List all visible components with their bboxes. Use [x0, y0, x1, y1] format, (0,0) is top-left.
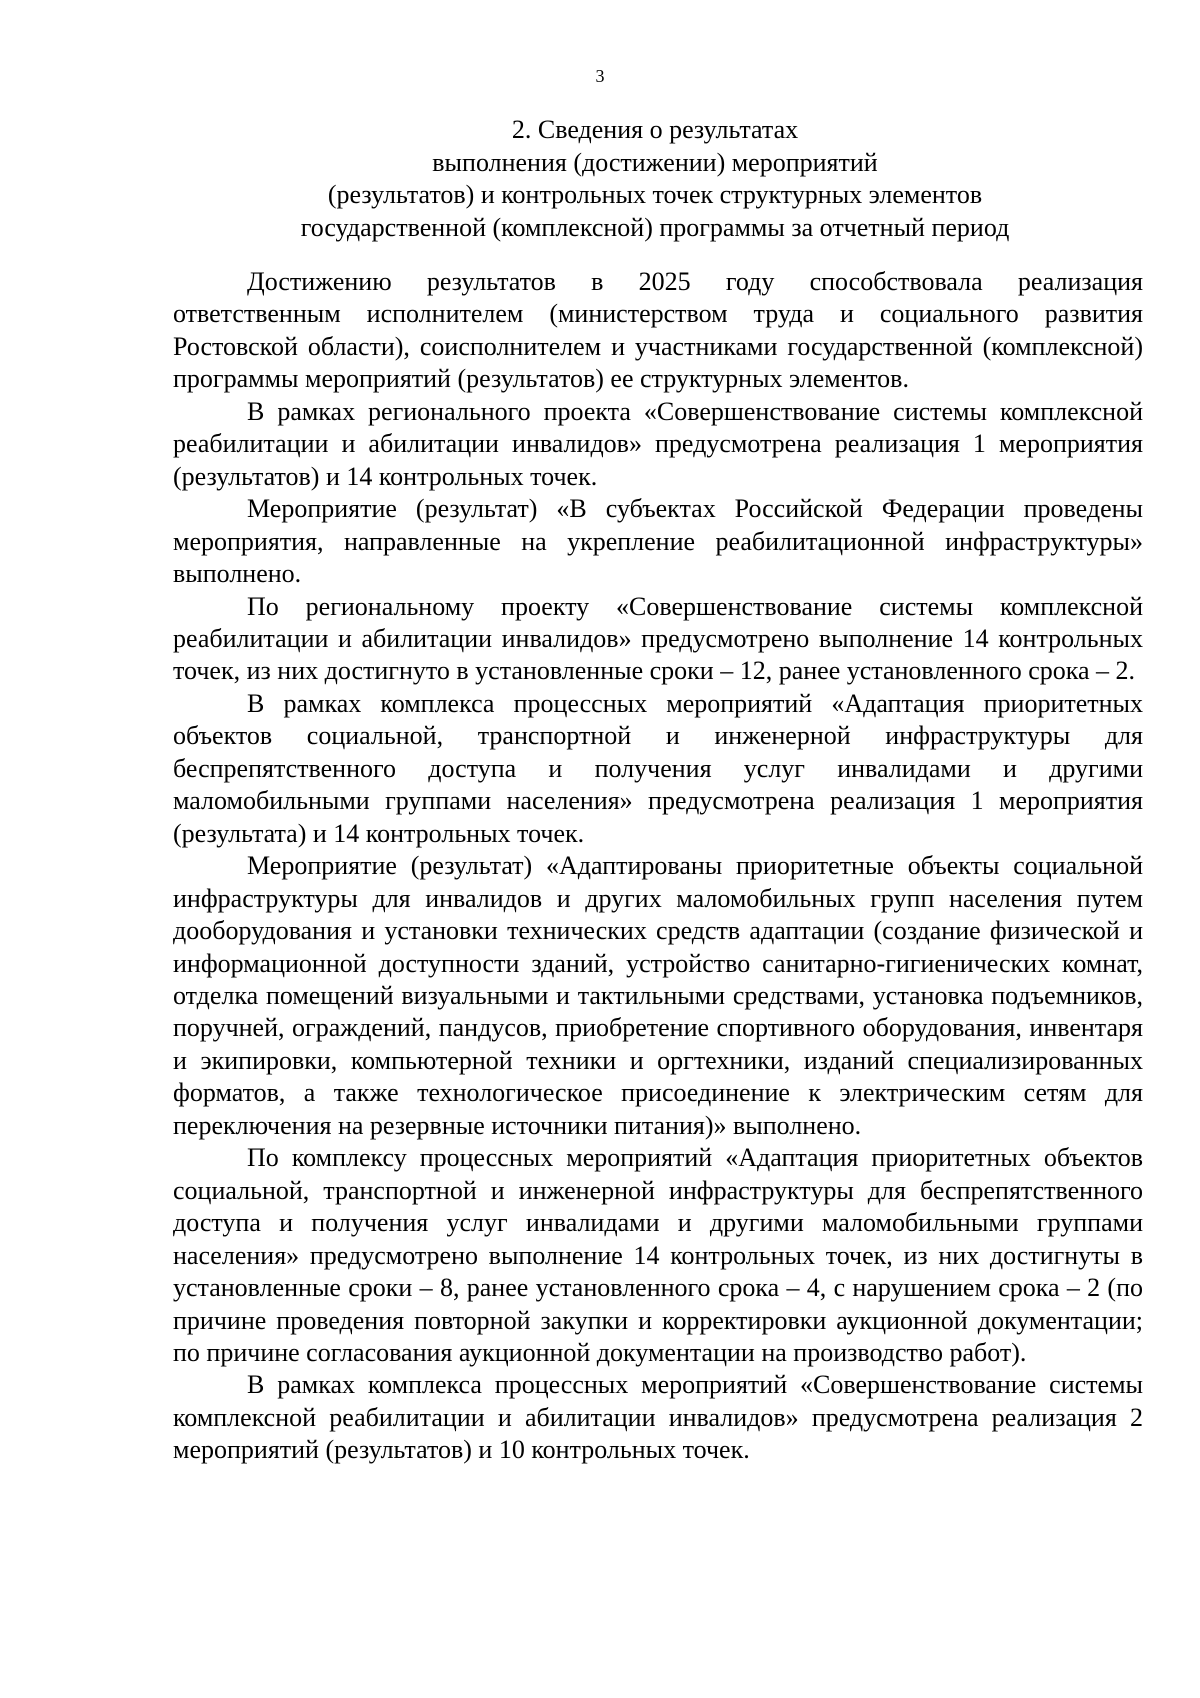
paragraph: По региональному проекту «Совершенствование системы комплексной реабилитации и абилитации инвалидов» предусмотрено выполнение 14 контрольных точек, из них достигнуто в установленные сроки – 12, ранее установленного срока – 2.: [173, 591, 1143, 686]
body-text: [173, 266, 1143, 1467]
paragraph: Мероприятие (результат) «В субъектах Российской Федерации проведены мероприятия, направленные на укрепление реабилитационной инфраструктуры» выполнено.: [173, 494, 1143, 589]
page-number: 3: [595, 66, 605, 86]
paragraph: Мероприятие (результат) «Адаптированы приоритетные объекты социальной инфраструктуры для инвалидов и других маломобильных групп населения путем дооборудования и установки технических средств адаптации (создание физической и информационной доступности зданий, устройство санитарно-гигиенических комнат, отделка помещений визуальными и тактильными средствами, установка подъемников, поручней, ограждений, пандусов, приобретение спортивного оборудования, инвентаря и экипировки, компьютерной техники и оргтехники, изданий специализированных форматов, а также технологическое присоединение к электрическим сетям для переключения на резервные источники питания)» выполнено.: [173, 851, 1143, 1140]
heading-line: государственной (комплексной) программы за отчетный период: [300, 212, 1010, 242]
paragraph: В рамках комплекса процессных мероприятий «Совершенствование системы комплексной реабилитации и абилитации инвалидов» предусмотрена реализация 2 мероприятий (результатов) и 10 контрольных точек.: [173, 1370, 1143, 1465]
heading-line: 2. Сведения о результатах: [511, 115, 799, 144]
paragraph: В рамках регионального проекта «Совершенствование системы комплексной реабилитации и абилитации инвалидов» предусмотрена реализация 1 мероприятия (результатов) и 14 контрольных точек.: [173, 396, 1143, 491]
paragraph: Достижению результатов в 2025 году способствовала реализация ответственным исполнителем (министерством труда и социального развития Ростовской области), соисполнителем и участниками государственной (комплексной) программы мероприятий (результатов) ее структурных элементов.: [173, 267, 1143, 394]
section-heading: [170, 114, 1140, 244]
heading-line: выполнения (достижении) мероприятий: [432, 147, 878, 177]
paragraph: В рамках комплекса процессных мероприятий «Адаптация приоритетных объектов социальной, транспортной и инженерной инфраструктуры для беспрепятственного доступа и получения услуг инвалидами и другими маломобильными группами населения» предусмотрена реализация 1 мероприятия (результата) и 14 контрольных точек.: [173, 688, 1143, 848]
heading-line: (результатов) и контрольных точек структурных элементов: [327, 180, 983, 209]
paragraph: По комплексу процессных мероприятий «Адаптация приоритетных объектов социальной, транспортной и инженерной инфраструктуры для беспрепятственного доступа и получения услуг инвалидами и другими маломобильными группами населения» предусмотрено выполнение 14 контрольных точек, из них достигнуты в установленные сроки – 8, ранее установленного срока – 4, с нарушением срока – 2 (по причине проведения повторной закупки и корректировки аукционной документации; по причине согласования аукционной документации на производство работ).: [173, 1143, 1143, 1367]
